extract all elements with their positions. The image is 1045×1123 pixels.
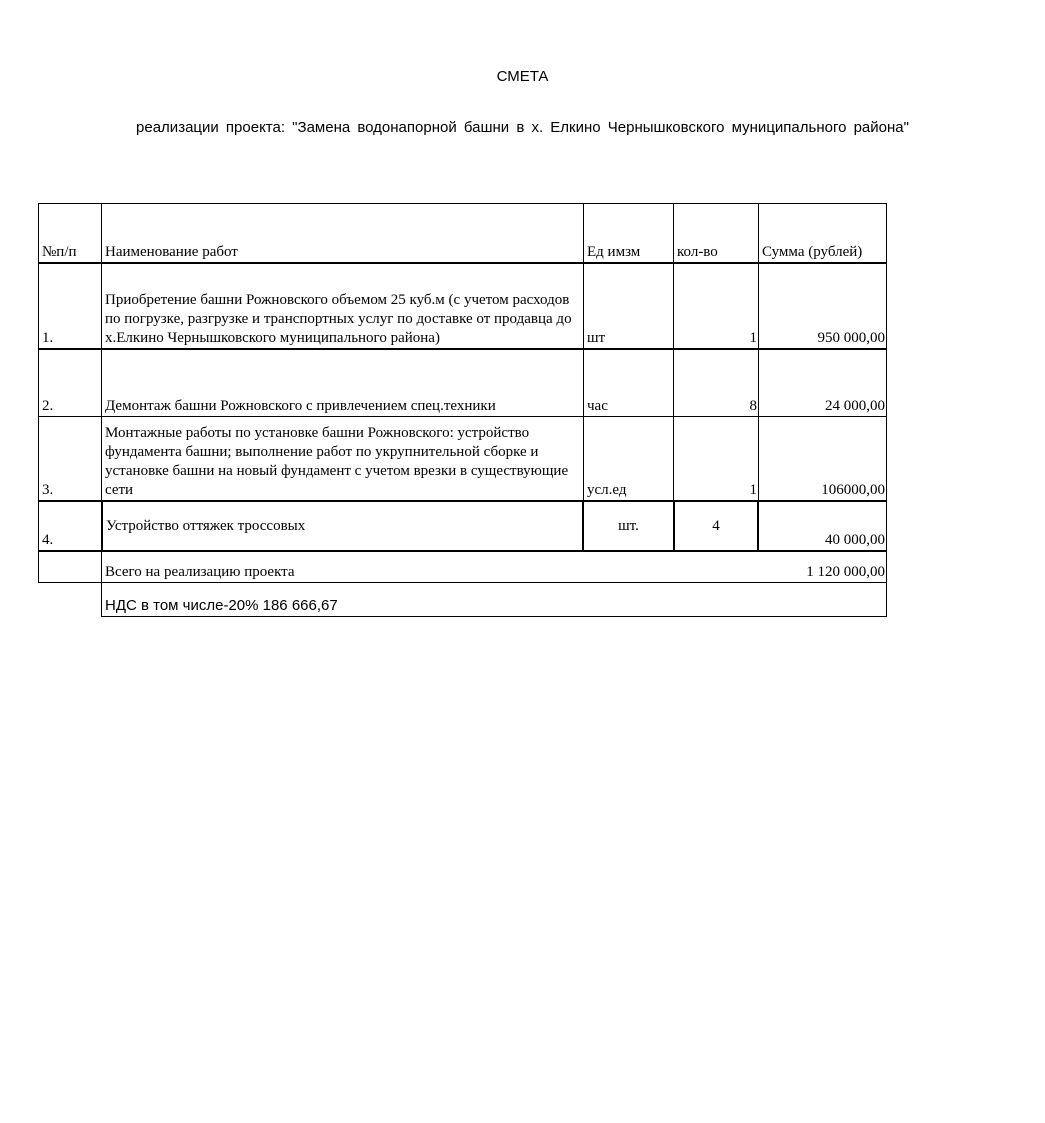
table-row-3-sum: 106000,00	[821, 482, 885, 498]
table-row-4-num: 4.	[42, 532, 54, 548]
table-row-2-qty: 8	[749, 398, 757, 414]
table-row-1-unit: шт	[587, 330, 606, 346]
table-row-1-num: 1.	[42, 330, 54, 346]
table-row-4-name: Устройство оттяжек троссовых	[106, 518, 306, 534]
table-row-1-sum: 950 000,00	[817, 330, 885, 346]
table-row-2-name: Демонтаж башни Рожновского с привлечением спец.техники	[105, 398, 496, 414]
table-row-3-num: 3.	[42, 482, 54, 498]
vat-text: НДС в том числе-20% 186 666,67	[105, 597, 338, 614]
table-row-3-qty: 1	[749, 482, 757, 498]
table-row-4-unit: шт.	[618, 517, 639, 534]
header-unit: Ед имзм	[587, 244, 641, 260]
header-sum: Сумма (рублей)	[762, 244, 863, 260]
total-label: Всего на реализацию проекта	[105, 564, 295, 580]
table-row-1-name: Приобретение башни Рожновского объемом 25 куб.м (с учетом расходов по погрузке, разгрузке и транспортных услуг по доставке от продавца до х.Елкино Чернышковского муниципального района)	[105, 292, 572, 346]
header-name: Наименование работ	[105, 244, 238, 260]
table-row-4-sum: 40 000,00	[825, 532, 885, 548]
table-row-1-qty: 1	[749, 330, 757, 346]
table-row-3-name: Монтажные работы по установке башни Рожновского: устройство фундамента башни; выполнение работ по укрупнительной сборке и установке башни на новый фундамент с учетом врезки в существующие сети	[105, 425, 569, 498]
table-row-4-qty: 4	[712, 517, 720, 534]
total-value: 1 120 000,00	[806, 564, 885, 580]
table-row-3-unit: усл.ед	[587, 482, 627, 498]
document-title: СМЕТА	[496, 68, 549, 85]
table-row-2-sum: 24 000,00	[825, 398, 885, 414]
table-row-2-unit: час	[587, 398, 608, 414]
header-qty: кол-во	[677, 244, 718, 260]
document-subtitle: реализации проекта: "Замена водонапорной башни в х. Елкино Чернышковского муниципального района"	[136, 119, 909, 136]
header-num: №п/п	[42, 244, 77, 260]
table-row-2-num: 2.	[42, 398, 54, 414]
